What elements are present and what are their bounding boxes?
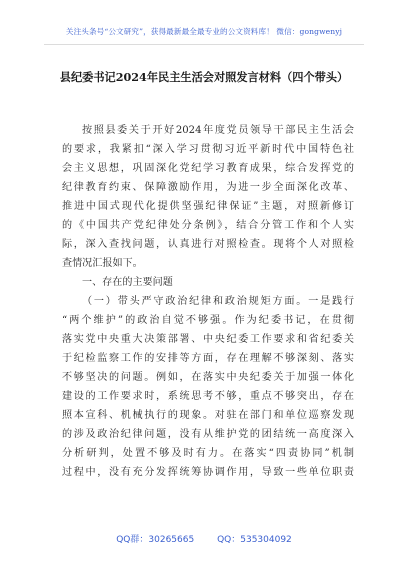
- paragraph-line: 分析研判，处置不够及时有力。在落实“四责协同”机制: [62, 448, 354, 459]
- paragraph-line: 的要求，我紧扣“深入学习贯彻习近平新时代中国特色社: [62, 144, 354, 155]
- paragraph-line: 于纪检监察工作的安排等方面，存在理解不够深刻、落实: [62, 353, 354, 364]
- paragraph-line: 的涉及政治纪律问题，没有从维护党的团结统一高度深入: [62, 429, 354, 440]
- paragraph-line: 际，深入查找问题，认真进行对照检查。现将个人对照检: [62, 239, 354, 250]
- qq-group-text: QQ群：30265665: [116, 535, 195, 545]
- section-heading: 一、存在的主要问题: [82, 277, 173, 288]
- paragraph-line: 照本宣科、机械执行的现象。对驻在部门和单位巡察发现: [62, 410, 354, 421]
- document-body: [62, 121, 354, 482]
- paragraph-line: 按照县委关于开好2024年度党员领导干部民主生活会: [82, 125, 354, 136]
- paragraph-line: 的《中国共产党纪律处分条例》，结合分管工作和个人实: [62, 220, 354, 231]
- paragraph-line: （一）带头严守政治纪律和政治规矩方面。一是践行: [82, 296, 354, 307]
- document-title: 县纪委书记2024年民主生活会对照发言材料（四个带头）: [59, 70, 349, 84]
- paragraph-line: 落实党中央重大决策部署、中央纪委工作要求和省纪委关: [62, 334, 354, 345]
- header-divider: [44, 44, 364, 45]
- paragraph-line: “两个维护”的政治自觉不够强。作为纪委书记，在贯彻: [62, 315, 354, 326]
- top-banner: 关注头条号“公文研究”，获得最新最全最专业的公文资料库！ 微信：gongwenyj: [65, 27, 343, 36]
- footer-contact: [0, 532, 408, 545]
- paragraph-line: 建设的工作要求时，系统思考不够，重点不够突出，存在: [62, 391, 354, 402]
- paragraph-line: 推进中国式现代化提供坚强纪律保证”主题，对照新修订: [62, 201, 354, 212]
- paragraph-line: 过程中，没有充分发挥统筹协调作用，导致一些单位职责: [62, 467, 354, 478]
- paragraph-line: 查情况汇报如下。: [62, 258, 143, 269]
- paragraph-line: 会主义思想，巩固深化党纪学习教育成果，综合发挥党的: [62, 163, 354, 174]
- qq-number-text: QQ：535304092: [217, 535, 292, 545]
- paragraph-line: 不够坚决的问题。例如，在落实中央纪委关于加强一体化: [62, 372, 354, 383]
- paragraph-line: 纪律教育约束、保障激励作用，为进一步全面深化改革、: [62, 182, 354, 193]
